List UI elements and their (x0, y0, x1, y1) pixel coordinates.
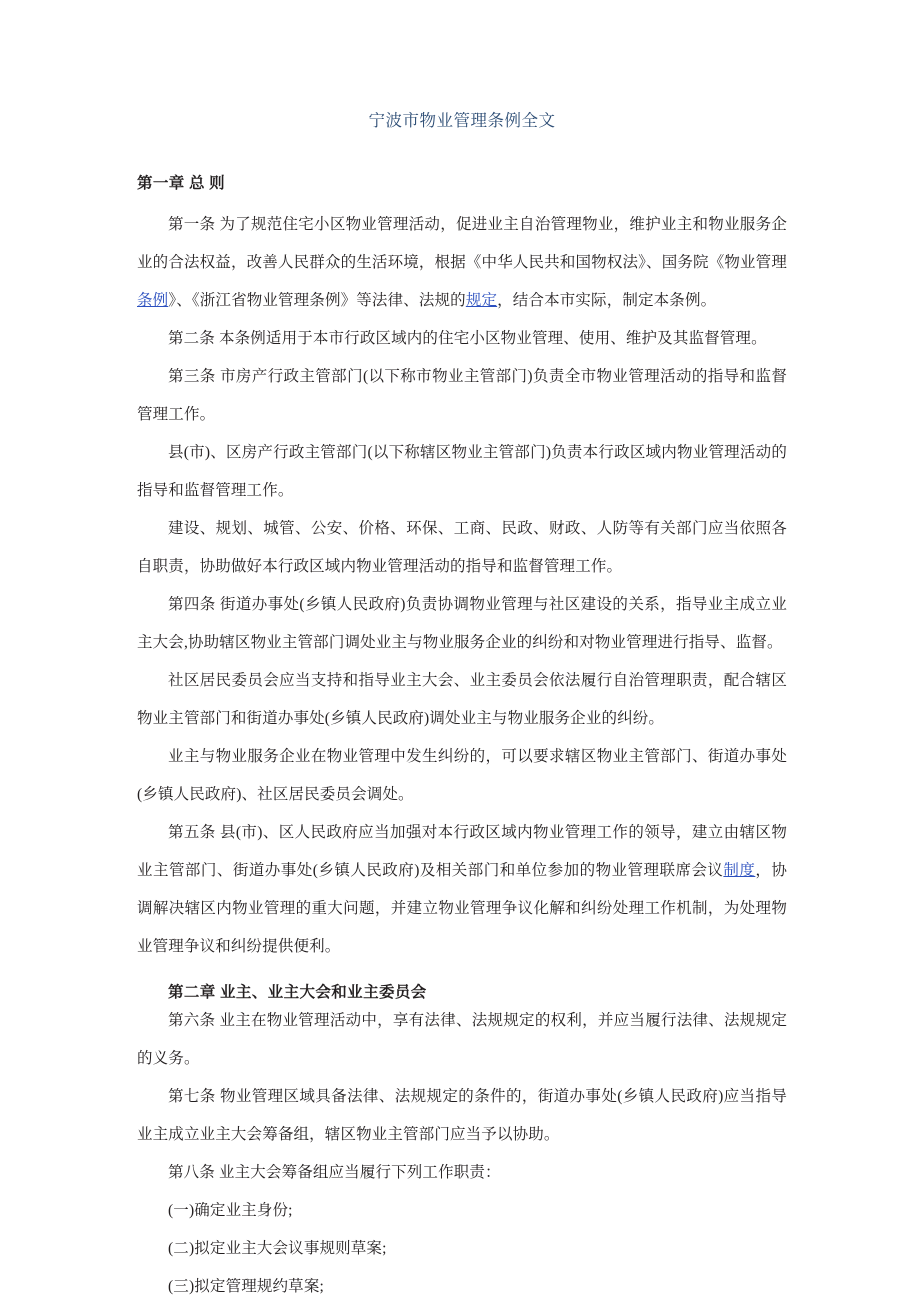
article-1-text-part-3: ，结合本市实际，制定本条例。 (497, 292, 717, 310)
chapter-heading-1: 第一章 总 则 (137, 175, 226, 193)
page-title: 宁波市物业管理条例全文 (368, 111, 556, 130)
list-item: (三)拟定管理规约草案; (168, 1278, 324, 1296)
article-3-paragraph-3: 建设、规划、城管、公安、价格、环保、工商、民政、财政、人防等有关部门应当依照各自职责，协助做好本行政区域内物业管理活动的指导和监督管理工作。 (137, 520, 787, 576)
list-item: (二)拟定业主大会议事规则草案; (168, 1240, 387, 1258)
article-6-paragraph: 第六条 业主在物业管理活动中，享有法律、法规规定的权利，并应当履行法律、法规规定的义务。 (137, 1012, 787, 1068)
article-2-paragraph: 第二条 本条例适用于本市行政区域内的住宅小区物业管理、使用、维护及其监督管理。 (168, 330, 767, 348)
list-item: (一)确定业主身份; (168, 1202, 293, 1220)
chapter-heading-2: 第二章 业主、业主大会和业主委员会 (168, 984, 427, 1002)
inline-link-guiding[interactable]: 规定 (465, 292, 498, 310)
article-3-paragraph-2: 县(市)、区房产行政主管部门(以下称辖区物业主管部门)负责本行政区域内物业管理活动的指导和监督管理工作。 (137, 444, 787, 500)
inline-link-tiaoli[interactable]: 条例 (137, 292, 169, 310)
article-5-text-part-2: ，协调解决辖区内物业管理的重大问题，并建立物业管理争议化解和纠纷处理工作机制，为处理物业管理争议和纠纷提供便利。 (137, 862, 787, 956)
article-3-paragraph-1: 第三条 市房产行政主管部门(以下称市物业主管部门)负责全市物业管理活动的指导和监督管理工作。 (137, 368, 787, 424)
article-5-text-part-1: 第五条 县(市)、区人民政府应当加强对本行政区域内物业管理工作的领导，建立由辖区物业主管部门、街道办事处(乡镇人民政府)及相关部门和单位参加的物业管理联席会议 (137, 824, 787, 880)
article-4-paragraph-2: 社区居民委员会应当支持和指导业主大会、业主委员会依法履行自治管理职责，配合辖区物业主管部门和街道办事处(乡镇人民政府)调处业主与物业服务企业的纠纷。 (137, 672, 787, 728)
inline-link-zhidu[interactable]: 制度 (723, 862, 756, 880)
article-5-paragraph (137, 814, 787, 966)
article-4-paragraph-1: 第四条 街道办事处(乡镇人民政府)负责协调物业管理与社区建设的关系，指导业主成立业主大会,协助辖区物业主管部门调处业主与物业服务企业的纠纷和对物业管理进行指导、监督。 (137, 596, 787, 652)
document-content (137, 0, 787, 1306)
article-8-intro: 第八条 业主大会筹备组应当履行下列工作职责： (168, 1164, 501, 1182)
article-1-text-part-2: 》、《浙江省物业管理条例》等法律、法规的 (168, 292, 466, 310)
article-1-text-part-1: 第一条 为了规范住宅小区物业管理活动，促进业主自治管理物业，维护业主和物业服务企业的合法权益，改善人民群众的生活环境，根据《中华人民共和国物权法》、国务院《物业管理 (137, 216, 787, 272)
article-4-paragraph-3: 业主与物业服务企业在物业管理中发生纠纷的，可以要求辖区物业主管部门、街道办事处(乡镇人民政府)、社区居民委员会调处。 (137, 748, 787, 804)
article-7-paragraph: 第七条 物业管理区域具备法律、法规规定的条件的，街道办事处(乡镇人民政府)应当指导业主成立业主大会筹备组，辖区物业主管部门应当予以协助。 (137, 1088, 787, 1144)
article-1-paragraph (137, 193, 787, 320)
